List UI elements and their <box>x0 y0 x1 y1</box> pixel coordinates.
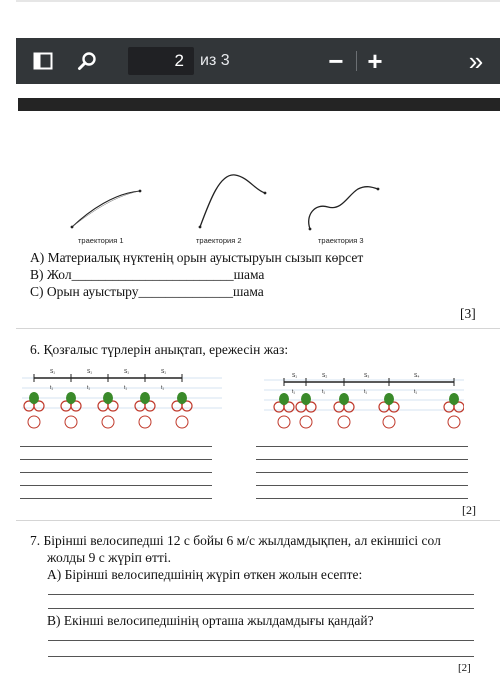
svg-text:S₁: S₁ <box>87 369 93 375</box>
answer-line <box>256 459 468 460</box>
task7-line1: 7. Бірінші велосипедші 12 с бойы 6 м/с жылдамдықпен, ал екіншісі сол <box>30 533 441 548</box>
answer-line <box>256 472 468 473</box>
trajectory-2-label: траектория 2 <box>196 236 242 245</box>
task7-question-b: В) Екінші велосипедшінің орташа жылдамдығы қандай? <box>47 613 374 628</box>
trajectory-1-path <box>72 191 140 227</box>
page-header-bar <box>18 98 500 111</box>
section-divider <box>16 520 500 521</box>
svg-text:S₁: S₁ <box>124 369 130 375</box>
svg-text:t₁: t₁ <box>414 389 418 395</box>
trajectory-2-path <box>200 175 265 227</box>
trajectory-3-label: траектория 3 <box>318 236 364 245</box>
trajectory-1-label: траектория 1 <box>78 236 124 245</box>
task7-score: [2] <box>458 662 471 674</box>
answer-line <box>20 446 212 447</box>
answer-line <box>256 485 468 486</box>
search-icon <box>77 51 97 71</box>
task7-question-a: А) Бірінші велосипедшінің жүріп өткен жолын есепте: <box>47 567 363 582</box>
svg-text:t₁: t₁ <box>322 389 326 395</box>
task5-line-b: В) Жол________________________шама <box>30 267 265 282</box>
answer-line <box>256 446 468 447</box>
toolbar-divider <box>356 51 357 71</box>
svg-text:S₂: S₂ <box>322 373 328 379</box>
page-number-input[interactable]: 2 <box>128 47 194 75</box>
answer-line <box>20 459 212 460</box>
sidebar-toggle-icon <box>33 52 53 70</box>
pdf-toolbar <box>16 38 500 84</box>
task5-line-c: С) Орын ауыстыру______________шама <box>30 284 264 299</box>
trajectory-3-path <box>309 187 378 229</box>
answer-line <box>48 640 474 641</box>
svg-text:S₃: S₃ <box>364 373 370 379</box>
answer-line <box>256 498 468 499</box>
answer-line <box>20 485 212 486</box>
nonuniform-motion-diagram <box>264 364 464 430</box>
top-border-line <box>16 0 500 2</box>
section-divider <box>16 328 500 329</box>
svg-text:t₁: t₁ <box>292 389 296 395</box>
task6-prompt: 6. Қозғалыс түрлерін анықтап, ережесін жаз: <box>30 342 289 357</box>
uniform-motion-diagram <box>22 364 222 430</box>
sidebar-toggle-button[interactable] <box>28 38 58 84</box>
answer-line <box>20 472 212 473</box>
task5-score: [3] <box>460 306 476 321</box>
trajectory-figures <box>60 165 390 240</box>
zoom-out-button[interactable]: − <box>328 45 344 76</box>
page-count-label: из 3 <box>200 52 230 69</box>
answer-line <box>20 498 212 499</box>
svg-text:t₁: t₁ <box>161 385 165 391</box>
svg-text:t₁: t₁ <box>124 385 128 391</box>
task6-score: [2] <box>462 503 476 517</box>
more-tools-button[interactable]: » <box>468 45 478 76</box>
task7-line2: жолды 9 с жүріп өтті. <box>47 550 171 565</box>
svg-text:S₄: S₄ <box>414 373 420 379</box>
answer-line <box>48 656 474 657</box>
svg-text:S₁: S₁ <box>292 373 298 379</box>
answer-line <box>48 594 474 595</box>
svg-text:S₁: S₁ <box>161 369 167 375</box>
svg-text:t₁: t₁ <box>50 385 54 391</box>
zoom-in-button[interactable]: + <box>367 45 383 76</box>
svg-text:S₁: S₁ <box>50 369 56 375</box>
svg-text:t₁: t₁ <box>87 385 91 391</box>
svg-text:t₁: t₁ <box>364 389 368 395</box>
task5-line-a: А) Материалық нүктенің орын ауыстыруын сызып көрсет <box>30 250 364 265</box>
answer-line <box>48 608 474 609</box>
search-button[interactable] <box>72 38 102 84</box>
